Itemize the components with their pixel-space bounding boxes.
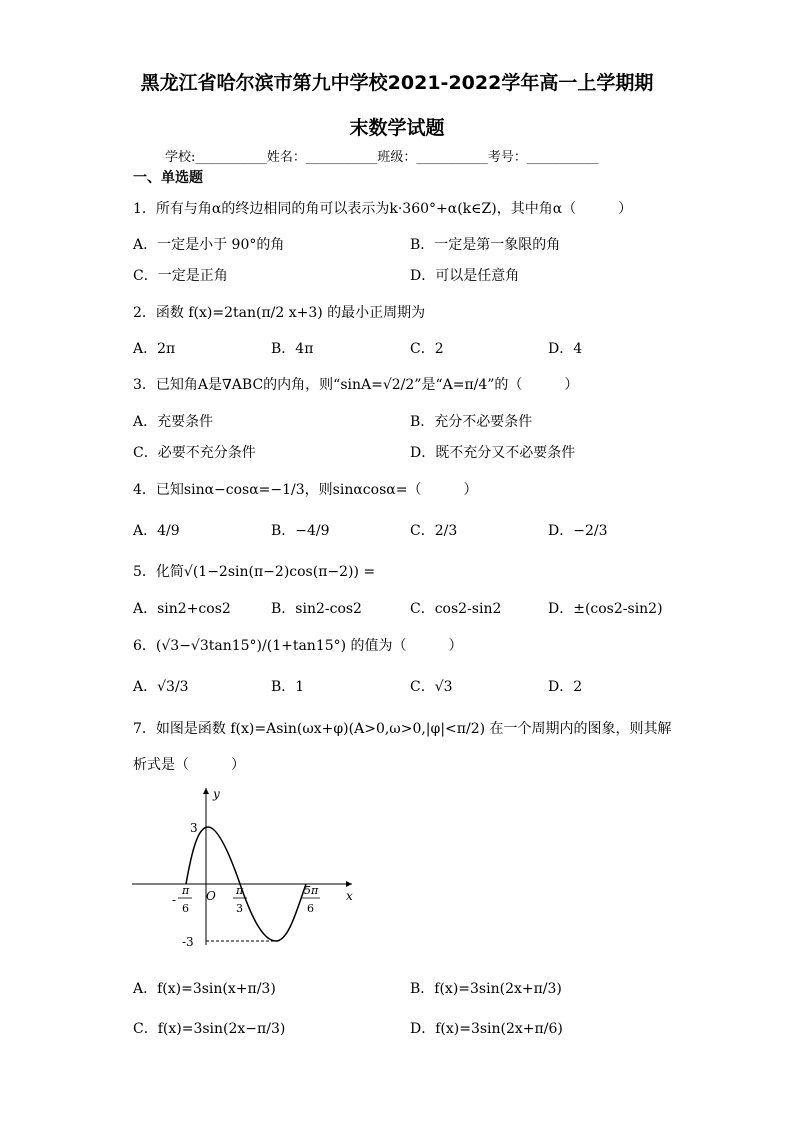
q1-option-a: A．一定是小于 90°的角 <box>133 237 285 253</box>
graph-svg <box>120 780 370 960</box>
x-mid-den: 3 <box>236 902 243 915</box>
origin-label: O <box>206 889 216 903</box>
y-tick-3: 3 <box>190 821 198 835</box>
x-left-sign: - <box>172 893 177 907</box>
q1-option-c: C．一定是正角 <box>133 268 228 284</box>
question-4: 4．已知sinα−cosα=−1/3，则sinαcosα=（ ） <box>133 482 478 498</box>
x-right-num: 5π <box>304 884 319 897</box>
x-right-den: 6 <box>307 902 314 915</box>
q1-option-d: D．可以是任意角 <box>410 268 520 284</box>
q7-option-a: A．f(x)=3sin(x+π/3) <box>133 981 276 997</box>
q6-option-c: C．√3 <box>410 679 453 695</box>
q4-option-a: A．4/9 <box>133 523 180 539</box>
student-info-line: 学校:___________姓名：___________班级：___________考号：___________ <box>165 150 599 165</box>
q2-option-b: B．4π <box>271 341 314 357</box>
title-line-2: 末数学试题 <box>349 117 445 139</box>
q3-option-c: C．必要不充分条件 <box>133 445 256 461</box>
q5-option-b: B．sin2-cos2 <box>271 601 362 617</box>
q4-option-c: C．2/3 <box>410 523 458 539</box>
q3-option-b: B．充分不必要条件 <box>410 414 533 430</box>
y-tick-neg3: -3 <box>182 935 194 949</box>
x-mid-num: π <box>236 884 244 897</box>
q3-option-d: D．既不充分又不必要条件 <box>410 445 576 461</box>
q3-option-a: A．充要条件 <box>133 414 214 430</box>
q5-option-d: D．±(cos2-sin2) <box>548 601 663 617</box>
q7-option-d: D．f(x)=3sin(2x+π/6) <box>410 1021 563 1037</box>
q2-option-d: D．4 <box>548 341 583 357</box>
question-7: 7．如图是函数 f(x)=Asin(ωx+φ)(A>0,ω>0,|φ|<π/2) 在一个周期内的图象，则其解 <box>133 721 672 737</box>
x-axis-label: x <box>346 889 353 903</box>
q5-option-c: C．cos2-sin2 <box>410 601 502 617</box>
q4-option-b: B．−4/9 <box>271 523 330 539</box>
q2-option-a: A．2π <box>133 341 176 357</box>
title-line-1: 黑龙江省哈尔滨市第九中学校2021-2022学年高一上学期期 <box>140 72 654 94</box>
q2-option-c: C．2 <box>410 341 444 357</box>
question-1: 1．所有与角α的终边相同的角可以表示为k·360°+α(k∈Z)，其中角α（ ） <box>133 201 633 217</box>
section-heading: 一、单选题 <box>133 170 203 186</box>
question-3: 3．已知角A是∇ABC的内角，则“sinA=√2/2”是“A=π/4”的（ ） <box>133 377 579 393</box>
q1-option-b: B．一定是第一象限的角 <box>410 237 561 253</box>
q7-option-c: C．f(x)=3sin(2x−π/3) <box>133 1021 286 1037</box>
function-graph <box>120 780 370 964</box>
q4-option-d: D．−2/3 <box>548 523 608 539</box>
question-2: 2．函数 f(x)=2tan(π/2 x+3) 的最小正周期为 <box>133 305 426 321</box>
q5-option-a: A．sin2+cos2 <box>133 601 231 617</box>
q7-option-b: B．f(x)=3sin(2x+π/3) <box>410 981 562 997</box>
question-7-cont: 析式是（ ） <box>133 757 245 773</box>
question-5: 5．化简√(1−2sin(π−2)cos(π−2)) = <box>133 564 376 580</box>
x-left-den: 6 <box>182 902 189 915</box>
q6-option-b: B．1 <box>271 679 305 695</box>
q6-option-a: A．√3/3 <box>133 679 189 695</box>
x-left-num: π <box>182 884 190 897</box>
question-6: 6．(√3−√3tan15°)/(1+tan15°) 的值为（ ） <box>133 638 463 654</box>
q6-option-d: D．2 <box>548 679 583 695</box>
y-axis-label: y <box>213 787 220 801</box>
